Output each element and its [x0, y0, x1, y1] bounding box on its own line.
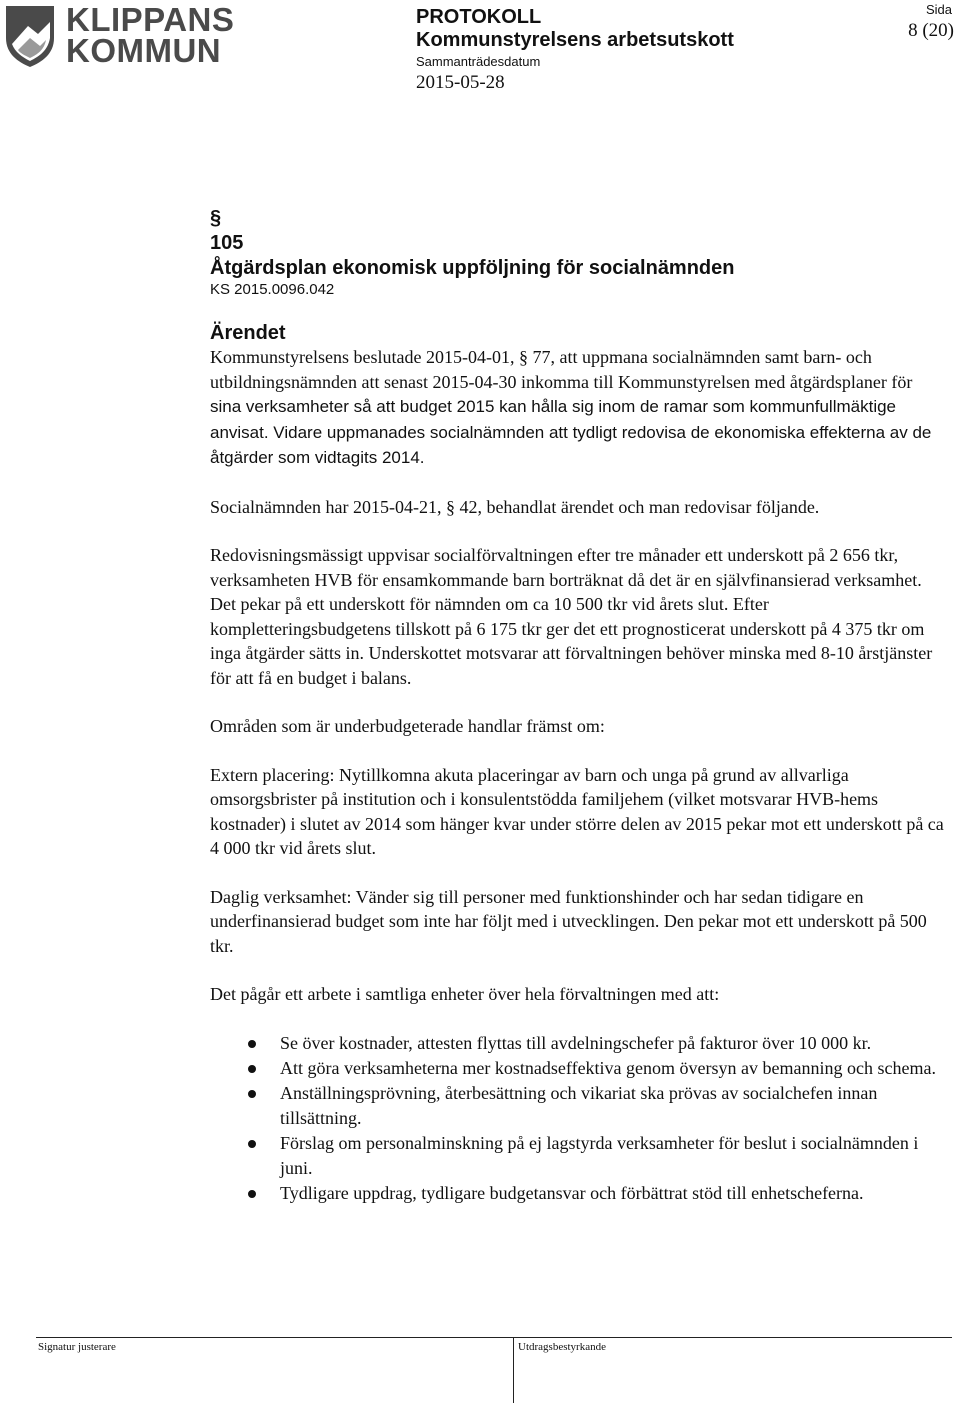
page-label: Sida	[925, 2, 952, 17]
case-number: KS 2015.0096.042	[210, 281, 335, 298]
paragraph-6: Det pågår ett arbete i samtliga enheter över hela förvaltningen med att:	[210, 984, 720, 1004]
paragraph-symbol: §	[210, 207, 222, 229]
intro-paragraph	[210, 345, 945, 471]
list-item: Se över kostnader, attesten flyttas till avdelningschefer på fakturor över 10 000 kr.	[210, 1031, 945, 1056]
list-item: Tydligare uppdrag, tydligare budgetansvar och förbättrat stöd till enhetscheferna.	[210, 1181, 945, 1206]
document-header	[416, 6, 734, 94]
paragraph-4: Extern placering: Nytillkomna akuta placeringar av barn och unga på grund av allvarliga omsorgsbrister på institution och i konsulentstödda familjehem (vilket motsvarar HVB-hems kostnader) i slutet av 2014 som hänger kvar under större delen av 2015 pekar mot ett underskott på ca 4 000 tkr vid årets slut.	[210, 764, 944, 858]
main-content	[210, 206, 945, 1206]
paragraph-3: Områden som är underbudgeterade handlar främst om:	[210, 716, 605, 736]
section-heading: Ärendet	[210, 322, 286, 344]
page-number: 8 (20)	[908, 20, 954, 41]
extract-label: Utdragsbestyrkande	[518, 1341, 606, 1353]
date-label: Sammanträdesdatum	[416, 54, 541, 69]
intro-text-serif: Kommunstyrelsens beslutade 2015-04-01, § 77, att uppmana socialnämnden samt barn- och utbildningsnämnden att senast 2015-04-30 inkomma till Kommunstyrelsen med åtgärdsplaner för	[210, 347, 913, 392]
paragraph-2: Redovisningsmässigt uppvisar socialförvaltningen efter tre månader ett underskott på 2 656 tkr, verksamheten HVB för ensamkommande barn borträknat då det är en självfinansierad verksamhet. Det pekar på ett underskott för nämnden om ca 10 500 tkr vid årets slut. Efter kompletteringsbudgetens tillskott på 6 175 tkr ger det ett prognosticerat underskott på 4 375 tkr om inga åtgärder sätts in. Underskottet motsvarar att förvaltningen behöver minska med 8-10 årstjänster för att få en budget i balans.	[210, 545, 933, 688]
section-title: Åtgärdsplan ekonomisk uppföljning för socialnämnden	[210, 257, 735, 279]
section-number: 105	[210, 232, 244, 254]
measures-list	[210, 1031, 945, 1206]
paragraph-1: Socialnämnden har 2015-04-21, § 42, behandlat ärendet och man redovisar följande.	[210, 496, 820, 517]
municipality-logo	[4, 1, 235, 70]
list-item: Att göra verksamheterna mer kostnadseffektiva genom översyn av bemanning och schema.	[210, 1056, 945, 1081]
committee-name: Kommunstyrelsens arbetsutskott	[416, 29, 734, 51]
footer-divider	[36, 1337, 952, 1338]
list-item: Förslag om personalminskning på ej lagstyrda verksamheter för beslut i socialnämnden i juni.	[210, 1131, 945, 1181]
paragraph-5: Daglig verksamhet: Vänder sig till personer med funktionshinder och har sedan tidigare en underfinansierad budget som inte har följt med i utvecklingen. Den pekar mot ett underskott på 500 tkr.	[210, 886, 927, 956]
logo-line-2: KOMMUN	[66, 32, 222, 69]
intro-text-sans: sina verksamheter så att budget 2015 kan hålla sig inom de ramar som kommunfullmäktige anvisat. Vidare uppmanades socialnämnden att tydligt redovisa de ekonomiska effekterna av de åtgärder som vidtagits 2014.	[210, 397, 932, 467]
signature-label: Signatur justerare	[38, 1341, 116, 1353]
footer-column-divider	[513, 1337, 514, 1403]
logo-line-1: KLIPPANS	[66, 1, 235, 38]
document-type: PROTOKOLL	[416, 6, 542, 28]
coat-of-arms-icon	[4, 4, 56, 68]
meeting-date: 2015-05-28	[416, 72, 505, 93]
list-item: Anställningsprövning, återbesättning och vikariat ska prövas av socialchefen innan tillsättning.	[210, 1081, 945, 1131]
